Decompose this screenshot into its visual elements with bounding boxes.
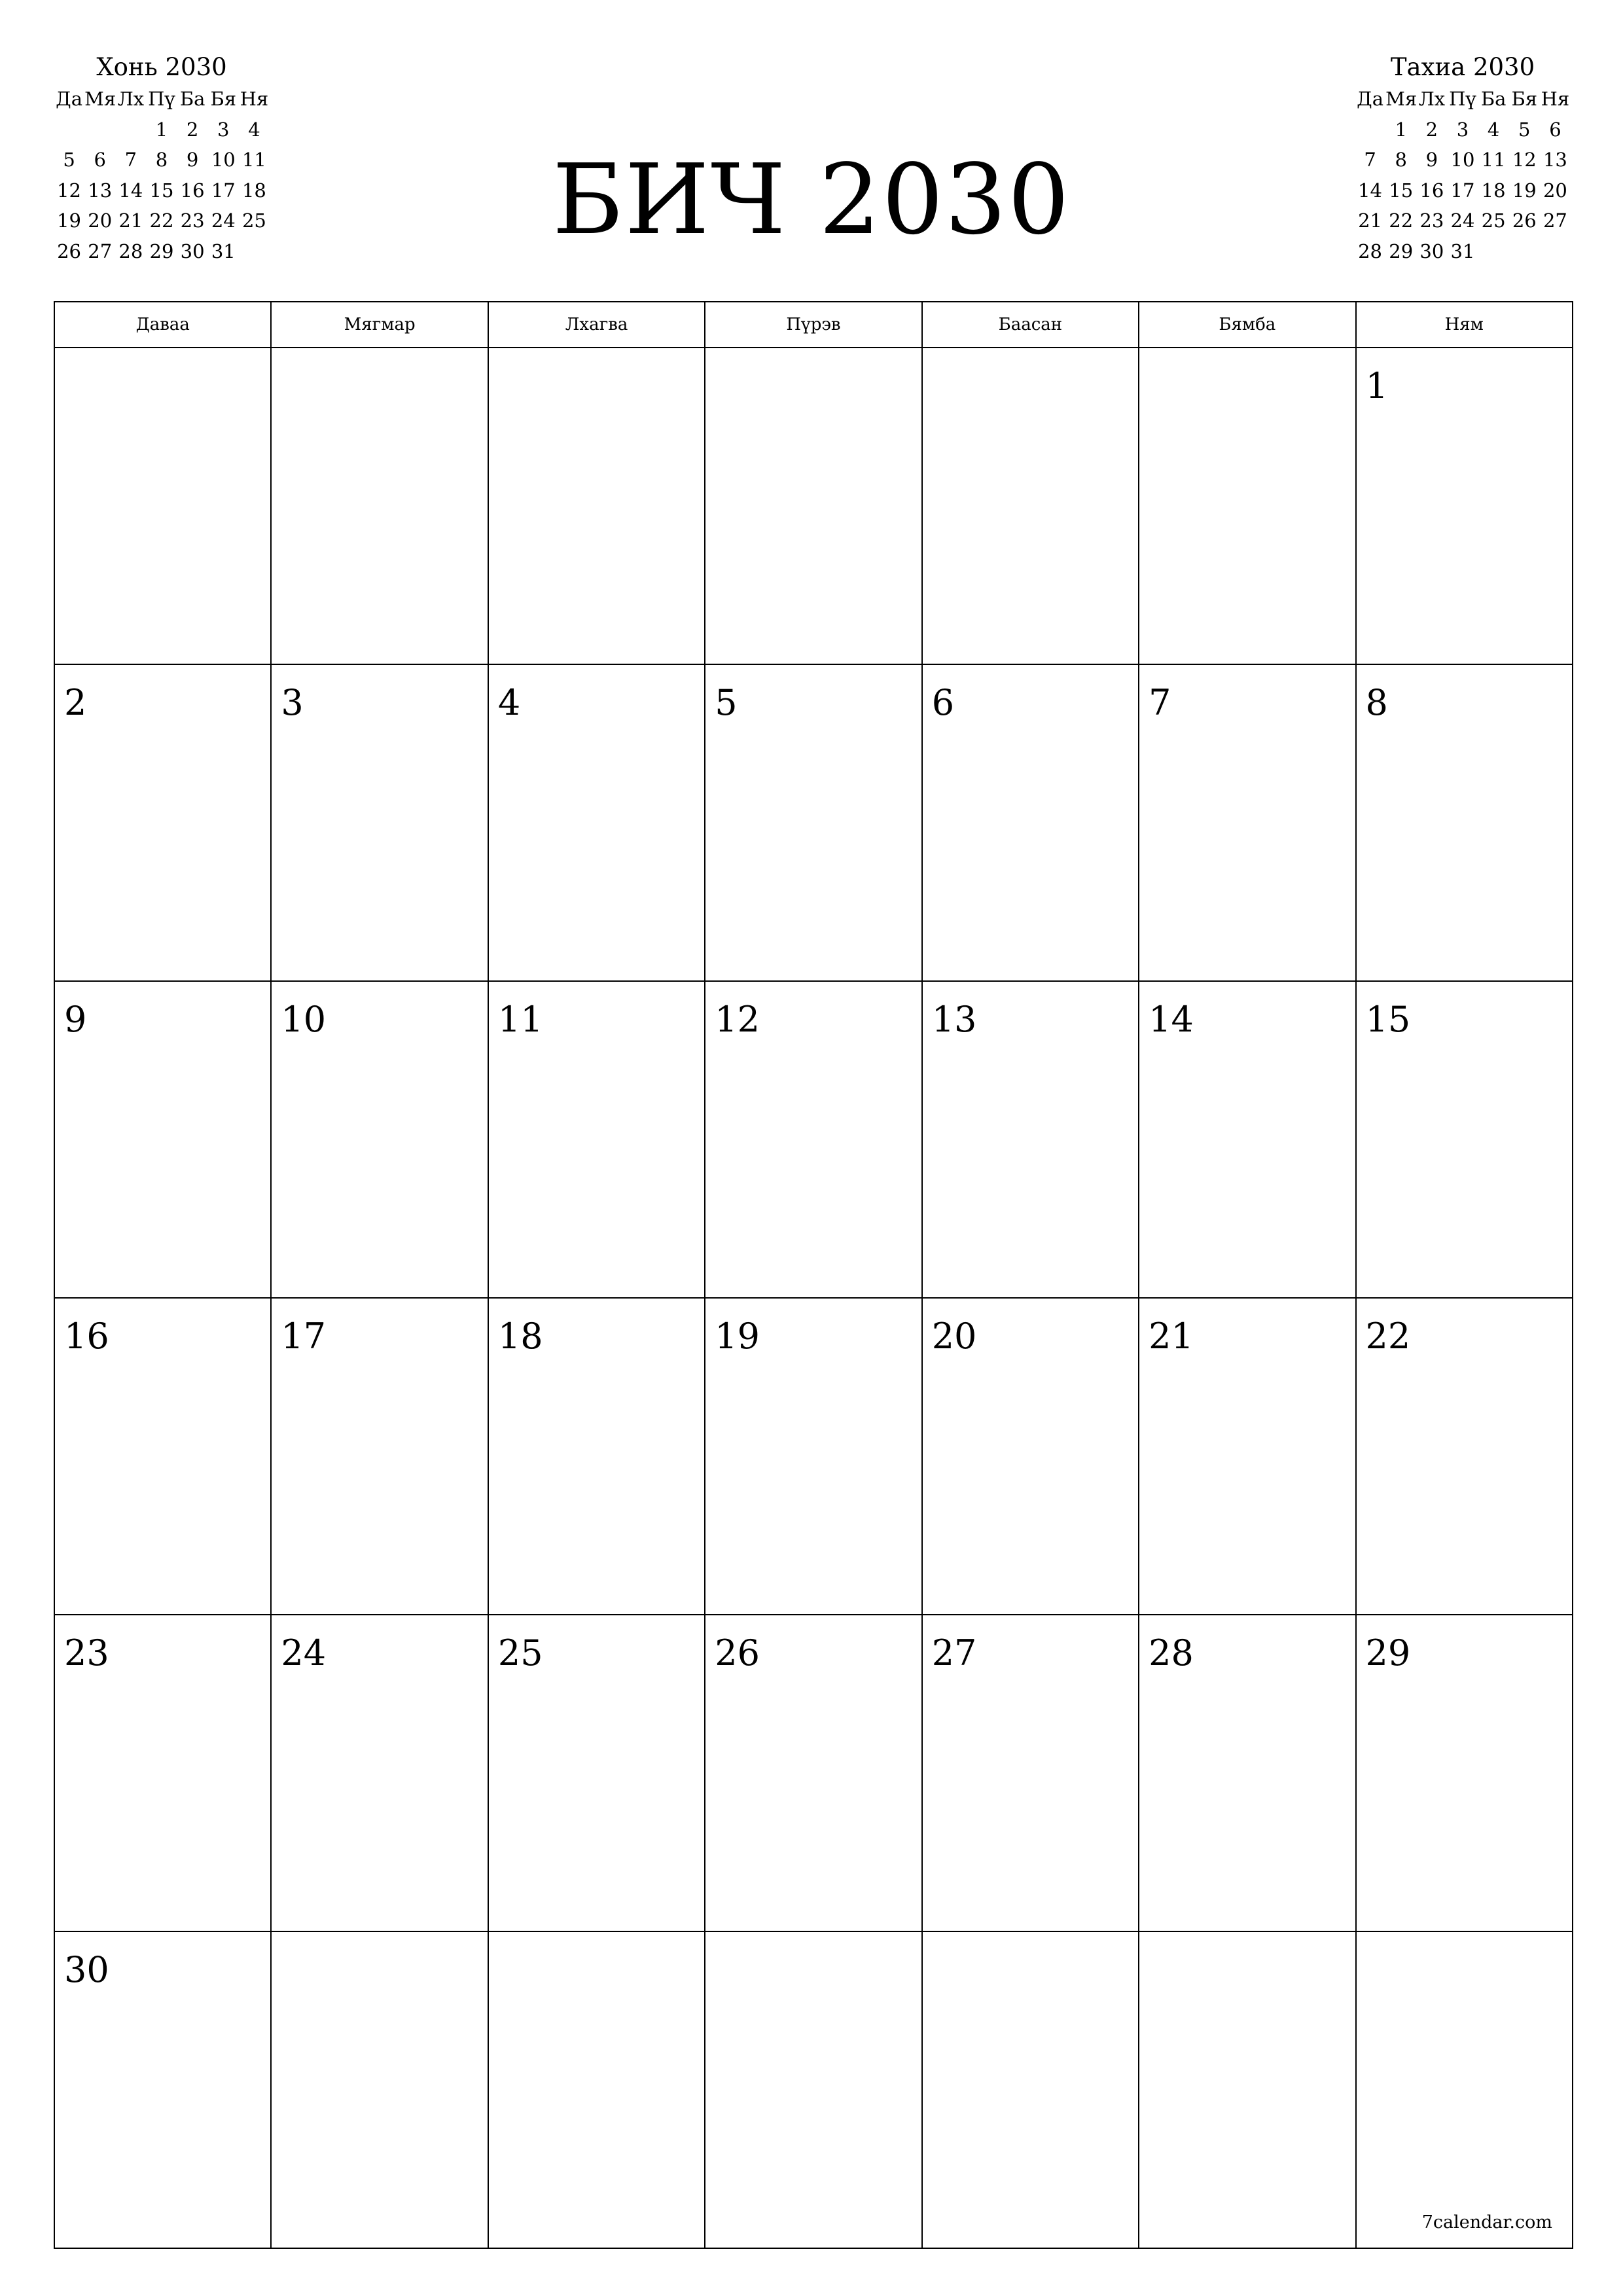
day-number: 11: [497, 999, 543, 1040]
day-number: 19: [715, 1316, 760, 1357]
day-number: 15: [1365, 999, 1411, 1040]
next-month-day: [1355, 115, 1385, 145]
day-cell: [488, 981, 705, 1298]
prev-month-day: 14: [118, 179, 143, 202]
day-number: 21: [1149, 1316, 1194, 1357]
day-cell: [488, 1615, 705, 1931]
next-month-day: 25: [1481, 209, 1506, 232]
day-cell: [54, 664, 271, 981]
day-cell: [705, 664, 921, 981]
next-month-day: 12: [1512, 149, 1537, 171]
next-month-day: 2: [1425, 118, 1438, 141]
prev-month-day: 26: [57, 240, 82, 262]
prev-month-day: 29: [149, 240, 174, 262]
next-month-day: 30: [1419, 240, 1444, 262]
day-cell: [271, 1931, 488, 2248]
day-number: 4: [497, 682, 521, 723]
day-cell: [488, 348, 705, 664]
prev-month-weekday: Бя: [210, 88, 237, 111]
prev-month-day: 1: [155, 118, 168, 141]
day-cell: [705, 1298, 921, 1615]
day-number: 5: [715, 682, 738, 723]
next-month-day: 1: [1395, 118, 1407, 141]
week-row: [54, 348, 1573, 664]
prev-month-day: 11: [241, 149, 266, 171]
weekday-header-row: [54, 302, 1573, 348]
prev-month-day: 13: [88, 179, 113, 202]
day-cell: [54, 1298, 271, 1615]
day-cell: [54, 1931, 271, 2248]
day-number: 13: [931, 999, 977, 1040]
next-month-day: 17: [1450, 179, 1475, 202]
next-month-weekday: Бя: [1511, 88, 1538, 111]
day-cell: [922, 1615, 1139, 1931]
next-month-day: 21: [1358, 209, 1383, 232]
day-number: 9: [64, 999, 87, 1040]
prev-month-day: 7: [124, 149, 137, 171]
day-cell: [54, 981, 271, 1298]
next-month-day: 4: [1487, 118, 1500, 141]
day-cell: [1139, 1931, 1355, 2248]
day-number: 16: [64, 1316, 109, 1357]
prev-month-day: 2: [186, 118, 199, 141]
day-cell: [1139, 664, 1355, 981]
next-month-weekday: Мя: [1385, 88, 1418, 111]
day-cell: [54, 1615, 271, 1931]
next-month-week-row: [1355, 236, 1571, 267]
day-cell: [1356, 1298, 1573, 1615]
prev-month-day: 18: [241, 179, 266, 202]
page-title: БИЧ 2030: [552, 143, 1071, 256]
day-cell: [922, 664, 1139, 981]
day-number: 3: [281, 682, 304, 723]
day-number: 14: [1149, 999, 1194, 1040]
weekday-header: Бямба: [1139, 302, 1355, 348]
day-number: 10: [281, 999, 327, 1040]
prev-month-day: 23: [180, 209, 205, 232]
site-credit: 7calendar.com: [1421, 2212, 1552, 2233]
day-number: 23: [64, 1632, 109, 1674]
next-month-day: 26: [1512, 209, 1537, 232]
next-month-day: 13: [1543, 149, 1567, 171]
next-month-week-row: [1355, 175, 1571, 206]
day-cell: [1139, 1298, 1355, 1615]
prev-month-day: 5: [63, 149, 75, 171]
next-month-week-row: [1355, 115, 1571, 145]
next-month-day: 16: [1419, 179, 1444, 202]
day-cell: [922, 1931, 1139, 2248]
day-cell: [705, 1615, 921, 1931]
prev-month-day: 15: [149, 179, 174, 202]
prev-month-day: 30: [180, 240, 205, 262]
day-number: 27: [931, 1632, 977, 1674]
prev-month-weekday: Ня: [240, 88, 269, 111]
prev-month-day: 4: [248, 118, 260, 141]
next-month-weekday: Пү: [1449, 88, 1476, 111]
next-month-day: 23: [1419, 209, 1444, 232]
day-cell: [1356, 348, 1573, 664]
week-row: [54, 1931, 1573, 2248]
month-grid: [54, 301, 1573, 2249]
prev-month-day: 9: [186, 149, 199, 171]
day-number: 1: [1365, 365, 1388, 406]
next-month-weekday: Ня: [1541, 88, 1570, 111]
next-month-day: 14: [1358, 179, 1383, 202]
prev-month-day: [54, 115, 84, 145]
week-row: [54, 1298, 1573, 1615]
prev-month-weekday-row: [54, 84, 270, 115]
day-cell: [1356, 1931, 1573, 2248]
prev-month-weekday: Лх: [117, 88, 145, 111]
next-month-day: 20: [1543, 179, 1567, 202]
prev-month-day: 8: [155, 149, 168, 171]
day-cell: [1356, 664, 1573, 981]
prev-month-day: 10: [211, 149, 236, 171]
day-cell: [271, 1298, 488, 1615]
day-cell: [705, 981, 921, 1298]
day-cell: [488, 1298, 705, 1615]
next-month-weekday-row: [1355, 84, 1571, 115]
day-number: 17: [281, 1316, 327, 1357]
day-number: 18: [497, 1316, 543, 1357]
day-cell: [1139, 348, 1355, 664]
day-cell: [488, 664, 705, 981]
day-number: 2: [64, 682, 87, 723]
prev-month-weekday: Да: [56, 88, 82, 111]
next-month-week-row: [1355, 206, 1571, 236]
prev-month-weekday: Ба: [179, 88, 205, 111]
day-number: 26: [715, 1632, 760, 1674]
prev-month-day: 27: [88, 240, 113, 262]
next-month-day: [1478, 236, 1509, 267]
day-number: 8: [1365, 682, 1388, 723]
prev-month-day: 3: [217, 118, 230, 141]
day-cell: [1139, 1615, 1355, 1931]
day-number: 24: [281, 1632, 327, 1674]
day-cell: [271, 664, 488, 981]
prev-month-day: 6: [94, 149, 106, 171]
prev-month-day: 20: [88, 209, 113, 232]
day-number: 29: [1365, 1632, 1411, 1674]
next-month-day: [1540, 236, 1571, 267]
next-month-day: 18: [1481, 179, 1506, 202]
prev-month-day: 16: [180, 179, 205, 202]
next-month-weekday: Лх: [1418, 88, 1446, 111]
day-cell: [1356, 1615, 1573, 1931]
day-cell: [922, 1298, 1139, 1615]
next-month-title: Тахиа 2030: [1390, 53, 1535, 81]
week-row: [54, 981, 1573, 1298]
day-cell: [54, 348, 271, 664]
next-month-weekday: Ба: [1480, 88, 1507, 111]
next-month-day: 15: [1389, 179, 1414, 202]
next-month-day: 22: [1389, 209, 1414, 232]
next-month-day: 5: [1518, 118, 1531, 141]
next-month-day: 27: [1543, 209, 1567, 232]
day-cell: [1356, 981, 1573, 1298]
prev-month-day: [84, 115, 115, 145]
next-month-day: 19: [1512, 179, 1537, 202]
prev-month-day: 21: [118, 209, 143, 232]
week-row: [54, 664, 1573, 981]
day-number: 7: [1149, 682, 1171, 723]
next-month-day: 10: [1450, 149, 1475, 171]
next-month-day: 31: [1450, 240, 1475, 262]
next-month-day: 29: [1389, 240, 1414, 262]
next-month-day: [1509, 236, 1540, 267]
prev-month-weekday: Мя: [84, 88, 116, 111]
next-month-day: 7: [1364, 149, 1376, 171]
prev-month-day: 25: [241, 209, 266, 232]
next-month-day: 6: [1549, 118, 1561, 141]
next-month-mini-calendar: [1355, 51, 1571, 266]
weekday-header: Даваа: [54, 302, 271, 348]
weekday-header: Мягмар: [271, 302, 488, 348]
next-month-day: 24: [1450, 209, 1475, 232]
prev-month-weekday: Пү: [148, 88, 175, 111]
next-month-week-row: [1355, 145, 1571, 175]
weekday-header: Лхагва: [488, 302, 705, 348]
day-cell: [271, 981, 488, 1298]
prev-month-day: 22: [149, 209, 174, 232]
day-number: 22: [1365, 1316, 1411, 1357]
day-number: 28: [1149, 1632, 1194, 1674]
prev-month-week-row: [54, 115, 270, 145]
prev-month-day: [115, 115, 146, 145]
prev-month-day: 28: [118, 240, 143, 262]
day-cell: [705, 1931, 921, 2248]
day-cell: [922, 348, 1139, 664]
next-month-day: 28: [1358, 240, 1383, 262]
next-month-day: 11: [1481, 149, 1506, 171]
prev-month-title: Хонь 2030: [96, 53, 227, 81]
prev-month-day: 17: [211, 179, 236, 202]
day-number: 20: [931, 1316, 977, 1357]
next-month-table: [1355, 84, 1571, 266]
day-cell: [1139, 981, 1355, 1298]
day-cell: [488, 1931, 705, 2248]
next-month-day: 3: [1456, 118, 1469, 141]
day-number: 12: [715, 999, 760, 1040]
next-month-day: 8: [1395, 149, 1407, 171]
prev-month-day: 24: [211, 209, 236, 232]
prev-month-day: 12: [57, 179, 82, 202]
day-number: 6: [931, 682, 955, 723]
day-number: 30: [64, 1949, 109, 1990]
weekday-header: Ням: [1356, 302, 1573, 348]
day-number: 25: [497, 1632, 543, 1674]
day-cell: [705, 348, 921, 664]
prev-month-day: 31: [211, 240, 236, 262]
prev-month-day: 19: [57, 209, 82, 232]
weekday-header: Пүрэв: [705, 302, 921, 348]
day-cell: [922, 981, 1139, 1298]
next-month-weekday: Да: [1357, 88, 1383, 111]
day-cell: [271, 1615, 488, 1931]
next-month-day: 9: [1425, 149, 1438, 171]
day-cell: [271, 348, 488, 664]
week-row: [54, 1615, 1573, 1931]
weekday-header: Баасан: [922, 302, 1139, 348]
